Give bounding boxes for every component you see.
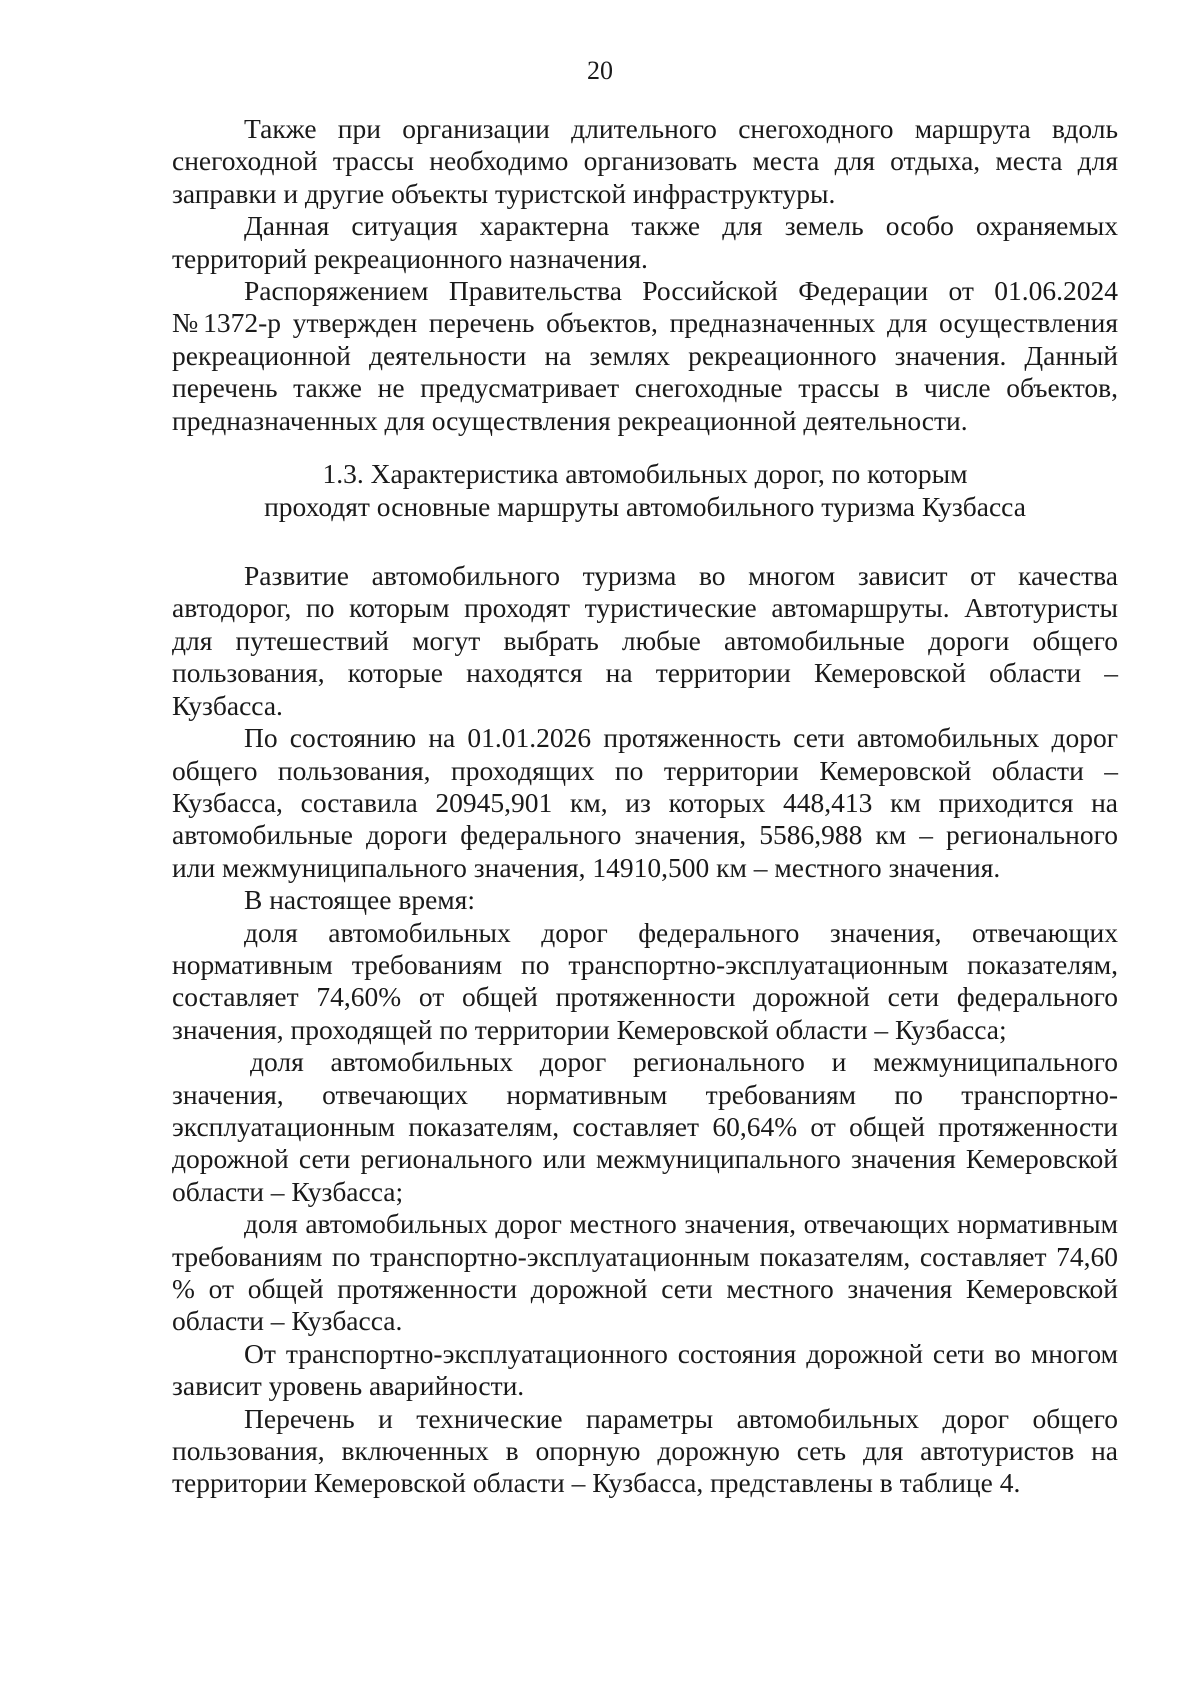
paragraph-snowmobile-infrastructure: Также при организации длительного снегоходного маршрута вдоль снегоходной трассы необходимо организовать места для отдыха, места для заправки и другие объекты туристской инфраструктуры. xyxy=(172,113,1118,209)
paragraph-government-order: Распоряжением Правительства Российской Федерации от 01.06.2024 №1372-р утвержден перечень объектов, предназначенных для осуществления рекреационной деятельности на землях рекреационного значения. Данный перечень также не предусматривает снегоходные трассы в числе объектов, предназначенных для осуществления рекреационной деятельности. xyxy=(172,275,1118,436)
paragraph-currently: В настоящее время: xyxy=(244,884,475,916)
section-heading xyxy=(172,457,1118,523)
document-body xyxy=(172,113,1118,1500)
page-number: 20 xyxy=(587,56,613,85)
list-item-federal-roads: доля автомобильных дорог федерального значения, отвечающих нормативным требованиям по транспортно-эксплуатационным показателям, составляет 74,60% от общей протяженности дорожной сети федерального значения, проходящей по территории Кемеровской области – Кузбасса; xyxy=(172,916,1118,1045)
list-item-regional-roads: доля автомобильных дорог регионального и межмуниципального значения, отвечающих нормативным требованиям по транспортно-эксплуатационным показателям, составляет 60,64% от общей протяженности дорожной сети регионального или межмуниципального значения Кемеровской области – Кузбасса; xyxy=(172,1046,1118,1207)
paragraph-road-network-length: По состоянию на 01.01.2026 протяженность сети автомобильных дорог общего пользования, проходящих по территории Кемеровской области – Кузбасса, составила 20945,901 км, из которых 448,413 км приходится на автомобильные дороги федерального значения, 5586,988 км – регионального или межмуниципального значения, 14910,500 км – местного значения. xyxy=(172,722,1118,883)
section-heading-line-2: проходят основные маршруты автомобильного туризма Кузбасса xyxy=(264,491,1026,523)
section-heading-line-1: 1.3. Характеристика автомобильных дорог, по которым xyxy=(322,458,968,490)
paragraph-table-reference: Перечень и технические параметры автомобильных дорог общего пользования, включенных в опорную дорожную сеть для автотуристов на территории Кемеровской области – Кузбасса, представлены в таблице 4. xyxy=(172,1402,1118,1499)
list-item-local-roads: доля автомобильных дорог местного значения, отвечающих нормативным требованиям по транспортно-эксплуатационным показателям, составляет 74,60 % от общей протяженности дорожной сети местного значения Кемеровской области – Кузбасса. xyxy=(172,1208,1118,1337)
paragraph-auto-tourism-development: Развитие автомобильного туризма во многом зависит от качества автодорог, по которым проходят туристические автомаршруты. Автотуристы для путешествий могут выбрать любые автомобильные дороги общего пользования, которые находятся на территории Кемеровской области – Кузбасса. xyxy=(172,560,1118,721)
paragraph-accident-rate: От транспортно-эксплуатационного состояния дорожной сети во многом зависит уровень аварийности. xyxy=(172,1337,1118,1402)
paragraph-protected-territories: Данная ситуация характерна также для земель особо охраняемых территорий рекреационного назначения. xyxy=(172,210,1118,274)
